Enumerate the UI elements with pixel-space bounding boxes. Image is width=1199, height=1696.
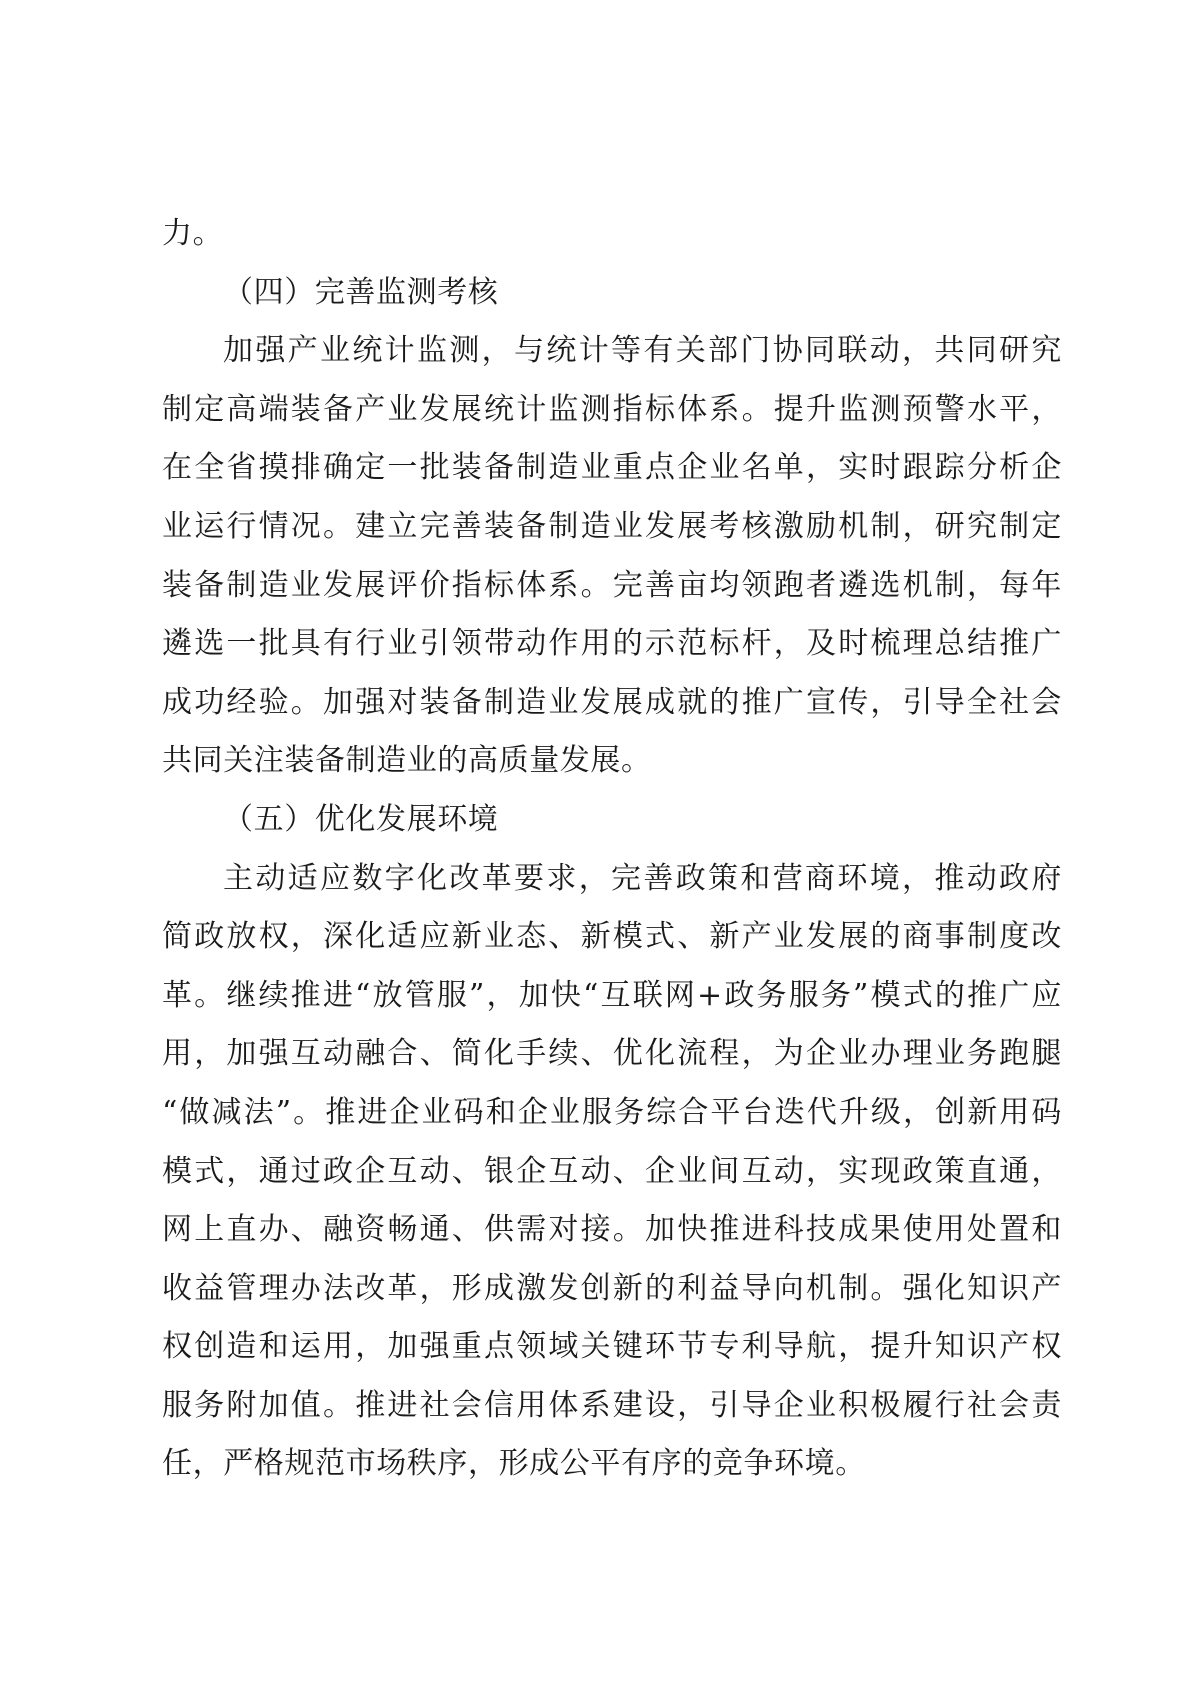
paragraph-line: 服务附加值。推进社会信用体系建设，引导企业积极履行社会责 (162, 1387, 1062, 1423)
paragraph-line: 业运行情况。建立完善装备制造业发展考核激励机制，研究制定 (162, 508, 1062, 544)
paragraph-line: 力。 (162, 216, 224, 251)
paragraph-line: 收益管理办法改革，形成激发创新的利益导向机制。强化知识产 (162, 1270, 1062, 1306)
paragraph-line: 网上直办、融资畅通、供需对接。加快推进科技成果使用处置和 (162, 1212, 1062, 1248)
paragraph-line: 简政放权，深化适应新业态、新模式、新产业发展的商事制度改 (162, 919, 1062, 955)
section-heading-4: （四）完善监测考核 (223, 274, 499, 310)
paragraph-line: 制定高端装备产业发展统计监测指标体系。提升监测预警水平， (162, 391, 1062, 427)
paragraph-line: 权创造和运用，加强重点领域关键环节专利导航，提升知识产权 (162, 1329, 1062, 1365)
paragraph-line: 成功经验。加强对装备制造业发展成就的推广宣传，引导全社会 (162, 684, 1062, 720)
document-body (162, 205, 1062, 1494)
paragraph-line: 共同关注装备制造业的高质量发展。 (162, 743, 652, 779)
paragraph-line: 加强产业统计监测，与统计等有关部门协同联动，共同研究 (223, 333, 1062, 369)
paragraph-line: “做减法”。推进企业码和企业服务综合平台迭代升级，创新用码 (162, 1094, 1062, 1130)
paragraph-line: 革。继续推进“放管服”，加快“互联网+政务服务”模式的推广应 (162, 977, 1062, 1013)
paragraph-line: 用，加强互动融合、简化手续、优化流程，为企业办理业务跑腿 (162, 1036, 1062, 1072)
section-heading-5: （五）优化发展环境 (223, 801, 499, 837)
paragraph-line: 装备制造业发展评价指标体系。完善亩均领跑者遴选机制，每年 (162, 567, 1062, 603)
paragraph-line: 任，严格规范市场秩序，形成公平有序的竞争环境。 (162, 1446, 866, 1482)
paragraph-line: 主动适应数字化改革要求，完善政策和营商环境，推动政府 (223, 860, 1062, 896)
paragraph-line: 在全省摸排确定一批装备制造业重点企业名单，实时跟踪分析企 (162, 450, 1062, 486)
paragraph-line: 模式，通过政企互动、银企互动、企业间互动，实现政策直通， (162, 1153, 1062, 1189)
paragraph-line: 遴选一批具有行业引领带动作用的示范标杆，及时梳理总结推广 (162, 626, 1062, 662)
